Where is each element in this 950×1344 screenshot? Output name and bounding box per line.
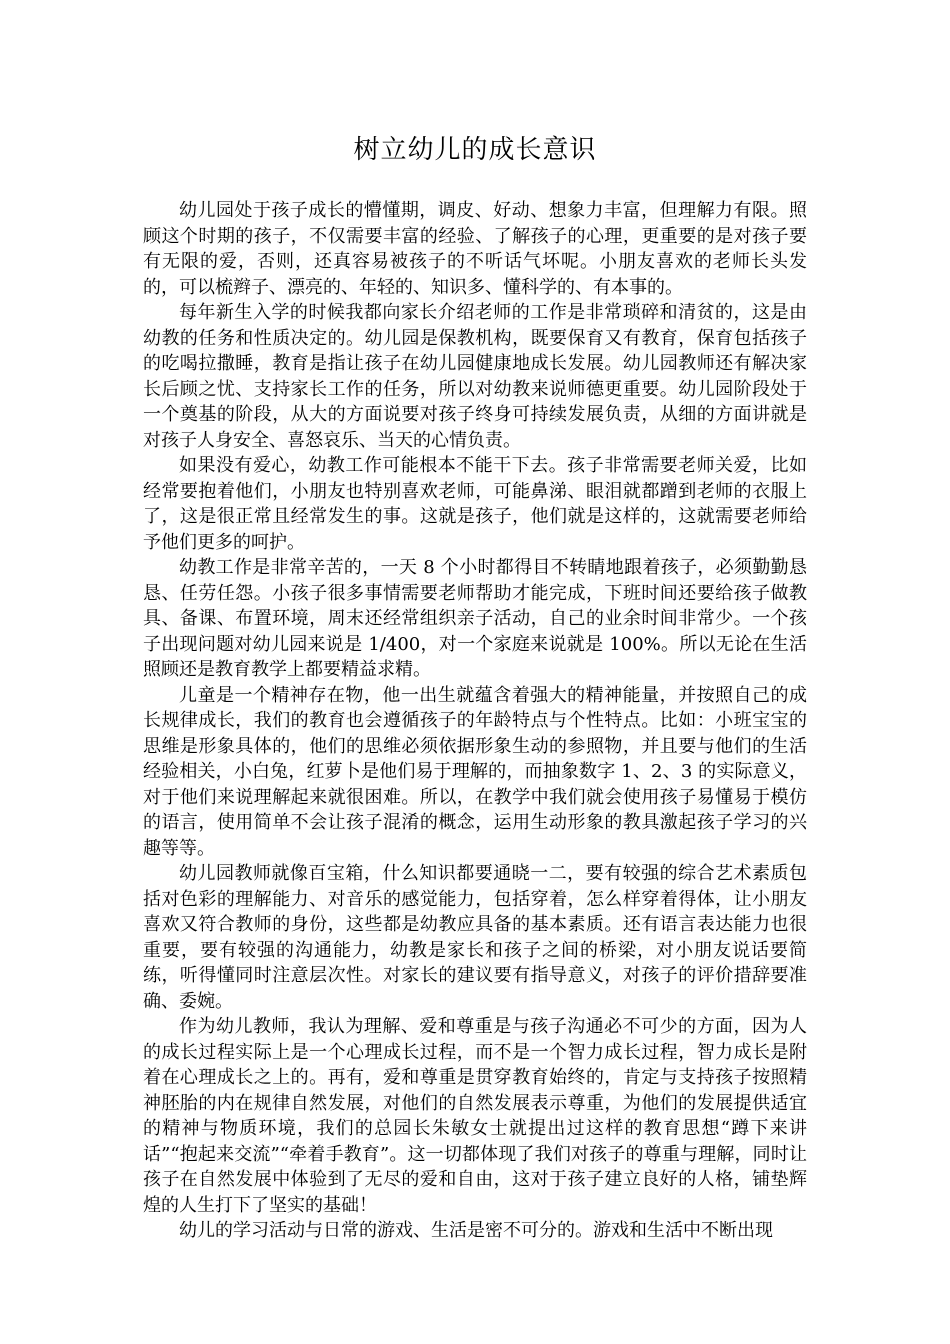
- paragraph-1: 幼儿园处于孩子成长的懵懂期，调皮、好动、想象力丰富，但理解力有限。照顾这个时期的孩子，不仅需要丰富的经验、了解孩子的心理，更重要的是对孩子要有无限的爱，否则，还真容易被孩子的不听话气坏呢。小朋友喜欢的老师长头发的，可以梳辫子、漂亮的、年轻的、知识多、懂科学的、有本事的。: [143, 200, 807, 298]
- document-page: [143, 0, 807, 1244]
- paragraph-6: 幼儿园教师就像百宝箱，什么知识都要通晓一二，要有较强的综合艺术素质包括对色彩的理解能力、对音乐的感觉能力，包括穿着，怎么样穿着得体，让小朋友喜欢又符合教师的身份，这些都是幼教应具备的基本素质。还有语言表达能力也很重要，要有较强的沟通能力，幼教是家长和孩子之间的桥梁，对小朋友说话要简练，听得懂同时注意层次性。对家长的建议要有指导意义，对孩子的评价措辞要准确、委婉。: [143, 863, 807, 1012]
- paragraph-4: 幼教工作是非常辛苦的，一天 8 个小时都得目不转睛地跟着孩子，必须勤勤恳恳、任劳任怨。小孩子很多事情需要老师帮助才能完成，下班时间还要给孩子做教具、备课、布置环境，周末还经常组织亲子活动，自己的业余时间非常少。一个孩子出现问题对幼儿园来说是 1/400，对一个家庭来说就是 100%。所以无论在生活照顾还是教育教学上都要精益求精。: [143, 557, 807, 680]
- document-body: [143, 198, 807, 1244]
- paragraph-8: 幼儿的学习活动与日常的游戏、生活是密不可分的。游戏和生活中不断出现: [179, 1220, 773, 1241]
- document-title: 树立幼儿的成长意识: [353, 135, 597, 165]
- paragraph-7: 作为幼儿教师，我认为理解、爱和尊重是与孩子沟通必不可少的方面，因为人的成长过程实际上是一个心理成长过程，而不是一个智力成长过程，智力成长是附着在心理成长之上的。再有，爱和尊重是贯穿教育始终的，肯定与支持孩子按照精神胚胎的内在规律自然发展，对他们的自然发展表示尊重，为他们的发展提供适宜的精神与物质环境，我们的总园长朱敏女士就提出过这样的教育思想“蹲下来讲话”“抱起来交流”“牵着手教育”。这一切都体现了我们对孩子的尊重与理解，同时让孩子在自然发展中体验到了无尽的爱和自由，这对于孩子建立良好的人格，铺垫辉煌的人生打下了坚实的基础！: [143, 1016, 807, 1216]
- paragraph-3: 如果没有爱心，幼教工作可能根本不能干下去。孩子非常需要老师关爱，比如经常要抱着他们，小朋友也特别喜欢老师，可能鼻涕、眼泪就都蹭到老师的衣服上了，这是很正常且经常发生的事。这就是孩子，他们就是这样的，这就需要老师给予他们更多的呵护。: [143, 455, 807, 553]
- paragraph-2: 每年新生入学的时候我都向家长介绍老师的工作是非常琐碎和清贫的，这是由幼教的任务和性质决定的。幼儿园是保教机构，既要保育又有教育，保育包括孩子的吃喝拉撒睡，教育是指让孩子在幼儿园健康地成长发展。幼儿园教师还有解决家长后顾之忧、支持家长工作的任务，所以对幼教来说师德更重要。幼儿园阶段处于一个奠基的阶段，从大的方面说要对孩子终身可持续发展负责，从细的方面讲就是对孩子人身安全、喜怒哀乐、当天的心情负责。: [143, 302, 807, 451]
- paragraph-5: 儿童是一个精神存在物，他一出生就蕴含着强大的精神能量，并按照自己的成长规律成长，我们的教育也会遵循孩子的年龄特点与个性特点。比如：小班宝宝的思维是形象具体的，他们的思维必须依据形象生动的参照物，并且要与他们的生活经验相关，小白兔，红萝卜是他们易于理解的，而抽象数字 1、2、3 的实际意义，对于他们来说理解起来就很困难。所以，在教学中我们就会使用孩子易懂易于模仿的语言，使用简单不会让孩子混淆的概念，运用生动形象的教具激起孩子学习的兴趣等等。: [143, 684, 807, 859]
